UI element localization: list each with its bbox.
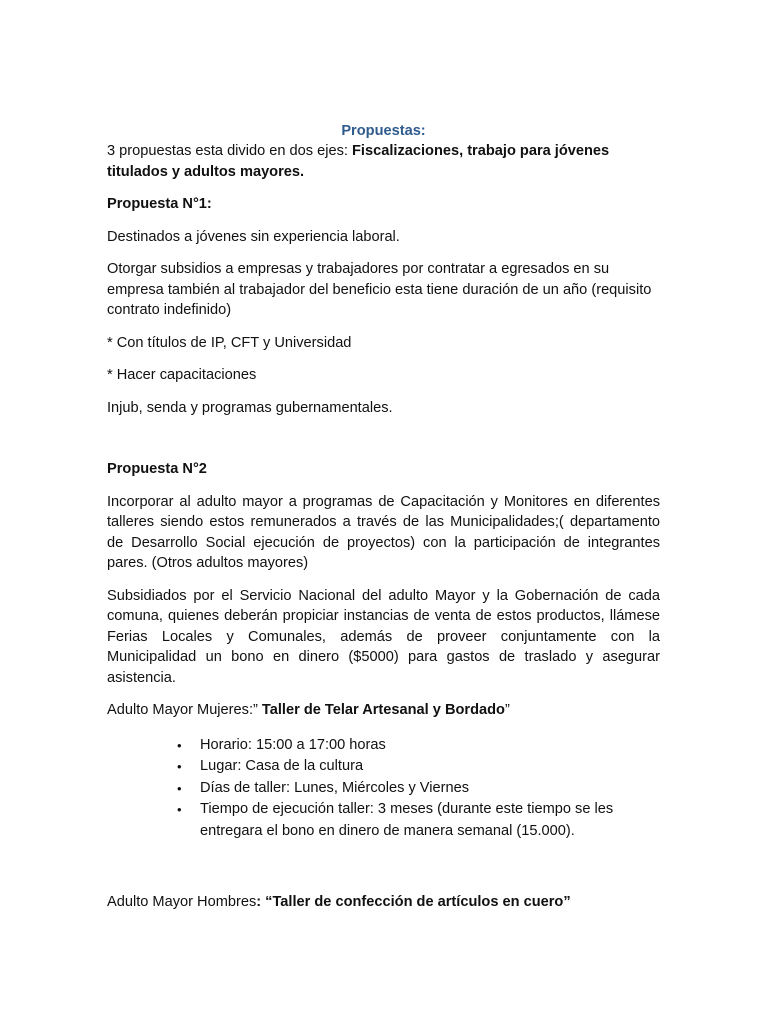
- list-item: [175, 799, 660, 842]
- list-item-text: Lugar: Casa de la cultura: [200, 758, 364, 774]
- list-item-text: Días de taller: Lunes, Miércoles y Viernes: [200, 779, 470, 796]
- bullet-icon: •: [177, 802, 182, 817]
- intro-paragraph: [107, 141, 660, 182]
- proposal-1-line-1: Destinados a jóvenes sin experiencia laboral.: [107, 228, 400, 245]
- proposal-1-line-4: * Hacer capacitaciones: [107, 367, 257, 383]
- men-workshop-line: [107, 892, 660, 913]
- list-item: [175, 778, 660, 800]
- women-workshop-prefix: Adulto Mayor Mujeres:”: [107, 702, 258, 718]
- proposal-2-heading: Propuesta N°2: [107, 461, 207, 477]
- bullet-icon: •: [177, 759, 182, 774]
- proposal-2-paragraph-2: Subsidiados por el Servicio Nacional del adulto Mayor y la Gobernación de cada comuna, quienes deberán propiciar instancias de venta de estos productos, llámese Ferias Locales y Comunales, además de proveer conjuntamente con la Municipalidad un bono en dinero ($5000) para gastos de traslado y asegurar asistencia.: [107, 587, 660, 686]
- list-item-text: Horario: 15:00 a 17:00 horas: [200, 736, 386, 753]
- proposal-1-line-2: Otorgar subsidios a empresas y trabajadores por contratar a egresados en su empresa también al trabajador del beneficio esta tiene duración de un año (requisito contrato indefinido): [107, 261, 652, 318]
- intro-text: 3 propuestas esta divido en dos ejes:: [107, 143, 353, 159]
- proposal-1-heading: Propuesta N°1:: [107, 196, 212, 212]
- list-item-text: Tiempo de ejecución taller: 3 meses (durante este tiempo se les entregara el bono en dinero de manera semanal (15.000).: [200, 801, 614, 839]
- proposal-1-line-3: * Con títulos de IP, CFT y Universidad: [107, 334, 352, 351]
- men-workshop-title: : “Taller de confección de artículos en cuero”: [256, 894, 571, 910]
- women-workshop-title: Taller de Telar Artesanal y Bordado: [257, 702, 505, 718]
- intro-bold-text: Fiscalizaciones, trabajo para jóvenes titulados y adultos mayores.: [107, 143, 610, 180]
- document-page: [107, 121, 660, 913]
- bullet-icon: •: [177, 737, 182, 753]
- bullet-icon: •: [177, 780, 182, 796]
- women-workshop-line: [107, 700, 660, 721]
- proposal-2-paragraph-1: Incorporar al adulto mayor a programas de Capacitación y Monitores en diferentes talleres siendo estos remunerados a través de las Municipalidades;( departamento de Desarrollo Social ejecución de proyectos) con la participación de integrantes pares. (Otros adultos mayores): [107, 493, 660, 571]
- list-item: [175, 735, 660, 757]
- men-workshop-prefix: Adulto Mayor Hombres: [107, 894, 257, 910]
- proposal-1-line-5: Injub, senda y programas gubernamentales.: [107, 399, 393, 416]
- list-item: [175, 756, 660, 778]
- women-workshop-details: [107, 735, 660, 843]
- document-title: Propuestas:: [341, 123, 426, 139]
- women-workshop-suffix: ”: [504, 702, 510, 718]
